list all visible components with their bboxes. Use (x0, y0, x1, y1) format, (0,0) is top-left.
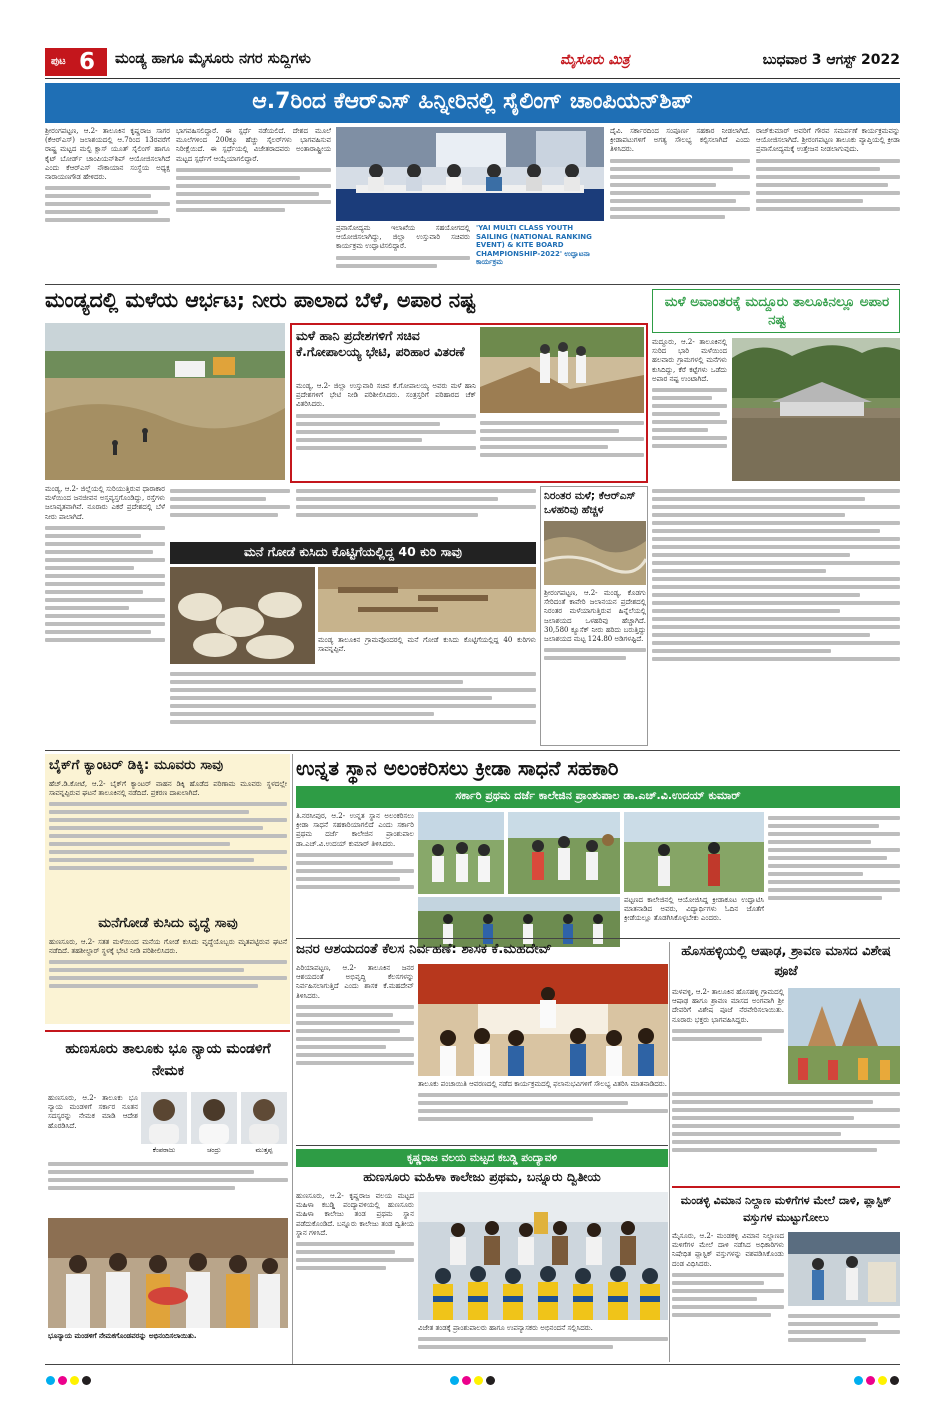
goats-body: ಮಂಡ್ಯ ತಾಲೂಕಿನ ಗ್ರಾಮವೊಂದರಲ್ಲಿ ಮನೆ ಗೋಡೆ ಕುಸಿದು ಕೊಟ್ಟಿಗೆಯಲ್ಲಿದ್ದ 40 ಕುರಿಗಳು ಸಾವನ್ನಪ್ಪಿವೆ. (318, 636, 536, 654)
sports-subhead-band (296, 786, 900, 808)
bike-accident-headline: ಬೈಕ್‌ಗೆ ಕ್ಯಾಂಟರ್ ಡಿಕ್ಕಿ: ಮೂವರು ಸಾವು (49, 757, 224, 773)
land-tribunal-headline: ಹುಣಸೂರು ತಾಲೂಕು ಭೂ ನ್ಯಾಯ ಮಂಡಳಿಗೆ ನೇಮಕ (65, 1041, 271, 1079)
lead-col-5-text: ರಾಜ್‌ಕುಮಾರ್ ಅವರಿಗೆ ಗೌರವ ಸಮರ್ಪಣೆ ಕಾರ್ಯಕ್ರಮವನ್ನು ಆಯೋಜಿಸಲಾಗಿದೆ. ಶ್ರೀರಂಗಪಟ್ಟಣ ತಾಲೂಕು ವ್ಯಾಪ್ತಿಯಲ್ಲಿ ಕ್ರೀಡಾ ಪ್ರವಾಸೋದ್ಯಮಕ್ಕೆ ಉತ್ತೇಜನ ನೀಡಲಾಗುವುದು. (756, 127, 900, 154)
registration-mark-cyan-right (854, 1376, 863, 1385)
page-number-box (45, 48, 107, 76)
member-portrait-3 (241, 1092, 287, 1144)
lead-col-1-text: ಶ್ರೀರಂಗಪಟ್ಟಣ, ಆ.2- ತಾಲೂಕಿನ ಕೃಷ್ಣರಾಜ ಸಾಗರ (ಕೆಆರ್‌ಎಸ್) ಜಲಾಶಯದಲ್ಲಿ ಆ.7ರಿಂದ 13ರವರೆಗೆ ರಾಷ್ಟ್ರ ಮಟ್ಟದ ಮಲ್ಟಿ ಕ್ಲಾಸ್ ಯೂತ್ ಸೈಲಿಂಗ್ ಹಾಗೂ ಕೈಟ್ ಬೋರ್ಡ್ ಚಾಂಪಿಯನ್‌ಶಿಪ್ ಆಯೋಜಿಸಲಾಗಿದೆ ಎಂದು ಕೆಆರ್‌ಎಸ್ ನೌಕಾಯಾನ ಸಂಸ್ಥೆಯ ಅಧ್ಯಕ್ಷ ನಾರಾಯಣಗೌಡ ಹೇಳಿದರು. (45, 127, 170, 182)
bike-accident-text (49, 780, 287, 910)
minister-visit-photo (480, 327, 644, 413)
pooja-photo (788, 988, 900, 1084)
lead-col-3-text: ಪ್ರವಾಸೋದ್ಯಮ ಇಲಾಖೆಯ ಸಹಯೋಗದಲ್ಲಿ ಆಯೋಜಿಸಲಾಗಿದ್ದು, ಜಿಲ್ಲಾ ಉಸ್ತುವಾರಿ ಸಚಿವರು ಕಾರ್ಯಕ್ರಮ ಉದ್ಘಾಟಿಸಲಿದ್ದಾರೆ. (336, 224, 470, 251)
lead-col-5 (756, 127, 900, 282)
wall-collapse-text (49, 938, 287, 1022)
page-label: ಪುಟ (51, 56, 66, 67)
registration-mark-black-mid (486, 1376, 495, 1385)
flooded-road-illustration (45, 323, 285, 480)
pooja-text-2 (672, 1088, 900, 1180)
minister-visit-text-2 (480, 417, 644, 481)
kabaddi-kicker: ಕೃಷ್ಣರಾಜ ವಲಯ ಮಟ್ಟದ ಕಬಡ್ಡಿ ಪಂದ್ಯಾವಳಿ (406, 1152, 558, 1164)
ball-throw-illustration (624, 812, 764, 892)
mla-bottom-rule (296, 1145, 668, 1146)
registration-mark-magenta-mid (462, 1376, 471, 1385)
sports-photo-3 (418, 897, 620, 947)
felicitation-caption: ಭೂನ್ಯಾಯ ಮಂಡಳಿಗೆ ನೇಮಕಗೊಂಡವರನ್ನು ಅಭಿನಂದಿಸಲಾಯಿತು. (48, 1332, 197, 1340)
portrait-icon (241, 1092, 287, 1144)
portrait-icon (191, 1092, 237, 1144)
maddur-photo (732, 338, 900, 481)
pooja-text (672, 988, 784, 1084)
maddur-body: ಮದ್ದೂರು, ಆ.2- ತಾಲೂಕಿನಲ್ಲಿ ಸುರಿದ ಭಾರಿ ಮಳೆಯಿಂದ ಹಲವಾರು ಗ್ರಾಮಗಳಲ್ಲಿ ಮನೆಗಳು ಕುಸಿದಿದ್ದು, ಕೆರೆ ಕಟ್ಟೆಗಳು ಒಡೆದು ಅಪಾರ ನಷ್ಟ ಉಂಟಾಗಿದೆ. (652, 338, 727, 383)
sports-body-2: ಪಟ್ಟಣದ ಕಾಲೇಜಿನಲ್ಲಿ ಆಯೋಜಿಸಿದ್ದ ಕ್ರೀಡಾಕೂಟ ಉದ್ಘಾಟಿಸಿ ಮಾತನಾಡಿದ ಅವರು, ವಿದ್ಯಾರ್ಥಿಗಳು ಓದಿನ ಜೊತೆಗೆ ಕ್ರೀಡೆಯಲ್ಲೂ ತೊಡಗಿಸಿಕೊಳ್ಳಬೇಕು ಎಂದರು. (624, 896, 764, 923)
pooja-left-rule (669, 942, 670, 1362)
minister-visit-box (290, 323, 648, 483)
bike-accident-body: ಹೆಚ್.ಡಿ.ಕೋಟೆ, ಆ.2- ಬೈಕ್‌ಗೆ ಕ್ಯಾಂಟರ್ ವಾಹನ ಡಿಕ್ಕಿ ಹೊಡೆದ ಪರಿಣಾಮ ಮೂವರು ಸ್ಥಳದಲ್ಲೇ ಸಾವನ್ನಪ್ಪಿರುವ ಘಟನೆ ತಾಲೂಕಿನಲ್ಲಿ ನಡೆದಿದೆ. ಪ್ರಕರಣ ದಾಖಲಾಗಿದೆ. (49, 780, 287, 798)
kabaddi-text-1 (296, 1192, 414, 1360)
collapsed-house-illustration (480, 327, 644, 413)
kabaddi-body-2: ವಿಜೇತ ತಂಡಕ್ಕೆ ಪ್ರಾಂಶುಪಾಲರು ಹಾಗೂ ಉಪನ್ಯಾಸಕರು ಅಭಿನಂದನೆ ಸಲ್ಲಿಸಿದರು. (418, 1324, 593, 1332)
kabaddi-team-illustration (418, 1192, 668, 1320)
felicitation-photo (48, 1218, 288, 1328)
river-flow-illustration (544, 521, 646, 585)
pooja-box (672, 942, 900, 1182)
maddur-headline: ಮಳೆ ಅವಾಂತರಕ್ಕೆ ಮದ್ದೂರು ತಾಲೂಕಿನಲ್ಲೂ ಅಪಾರ ನಷ್ಟ (664, 294, 890, 328)
krs-body: ಶ್ರೀರಂಗಪಟ್ಟಣ, ಆ.2- ಮಂಡ್ಯ, ಕೊಡಗು ಸೇರಿದಂತೆ ಕಾವೇರಿ ಜಲಾನಯನ ಪ್ರದೇಶದಲ್ಲಿ ನಿರಂತರ ಮಳೆಯಾಗುತ್ತಿರುವ ಹಿನ್ನೆಲೆಯಲ್ಲಿ ಜಲಾಶಯದ ಒಳಹರಿವು ಹೆಚ್ಚಾಗಿದೆ. 30,580 ಕ್ಯೂಸೆಕ್ ನೀರು ಹರಿದು ಬರುತ್ತಿದ್ದು ಜಲಾಶಯದ ಮಟ್ಟ 124.80 ಅಡಿಗಳಷ್ಟಿದೆ. (544, 589, 646, 644)
land-tribunal-body: ಹುಣಸೂರು, ಆ.2- ತಾಲೂಕು ಭೂ ನ್ಯಾಯ ಮಂಡಳಿಗೆ ಸರ್ಕಾರ ನೂತನ ಸದಸ್ಯರನ್ನು ನೇಮಕ ಮಾಡಿ ಆದೇಶ ಹೊರಡಿಸಿದೆ. (48, 1094, 138, 1130)
registration-mark-cyan-mid (450, 1376, 459, 1385)
sports-subhead: ಸರ್ಕಾರಿ ಪ್ರಥಮ ದರ್ಜೆ ಕಾಲೇಜಿನ ಪ್ರಾಂಶುಪಾಲ ಡಾ.ಎಚ್.ವಿ.ಉದಯ್ ಕುಮಾರ್ (455, 789, 741, 802)
sports-body: ತಿ.ನರಸೀಪುರ, ಆ.2- ಉನ್ನತ ಸ್ಥಾನ ಅಲಂಕರಿಸಲು ಕ್ರೀಡಾ ಸಾಧನೆ ಸಹಕಾರಿಯಾಗಲಿದೆ ಎಂದು ಸರ್ಕಾರಿ ಪ್ರಥಮ ದರ್ಜೆ ಕಾಲೇಜಿನ ಪ್ರಾಂಶುಪಾಲ ಡಾ.ಎಚ್.ವಿ.ಉದಯ್ ಕುಮಾರ್ ತಿಳಿಸಿದರು. (296, 812, 414, 848)
registration-mark-yellow (70, 1376, 79, 1385)
shop-raid-illustration (788, 1232, 900, 1306)
track-event-illustration (418, 897, 620, 947)
goats-text-2 (170, 668, 536, 748)
sports-bottom-rule (296, 938, 900, 939)
lead-headline: ಆ.7ರಿಂದ ಕೆಆರ್‌ಎಸ್ ಹಿನ್ನೀರಿನಲ್ಲಿ ಸೈಲಿಂಗ್ ಚಾಂಪಿಯನ್‌ಶಿಪ್ (252, 89, 693, 114)
rain-flood-photo (45, 323, 285, 480)
sports-headline: ಉನ್ನತ ಸ್ಥಾನ ಅಲಂಕರಿಸಲು ಕ್ರೀಡಾ ಸಾಧನೆ ಸಹಕಾರಿ (296, 756, 619, 780)
temple-illustration (788, 988, 900, 1084)
kabaddi-headline: ಹುಣಸೂರು ಮಹಿಳಾ ಕಾಲೇಜು ಪ್ರಥಮ, ಬನ್ನೂರು ದ್ವಿತೀಯ (363, 1169, 601, 1184)
masthead-rule (45, 78, 900, 79)
plastic-text (672, 1232, 784, 1362)
lead-photo-caption: 'YAI MULTI CLASS YOUTH SAILING (NATIONAL RANKING EVENT) & KITE BOARD CHAMPIONSHIP-2022' ಉದ್ಘಾಟನಾ ಕಾರ್ಯಕ್ರಮ (476, 224, 592, 267)
sports-text-3 (768, 812, 900, 936)
krs-box (540, 486, 648, 746)
collapsed-shed-illustration (318, 567, 536, 632)
registration-mark-magenta (58, 1376, 67, 1385)
section-title: ಮಂಡ್ಯ ಹಾಗೂ ಮೈಸೂರು ನಗರ ಸುದ್ದಿಗಳು (115, 51, 311, 67)
mla-body-2: ತಾಲೂಕು ಪಂಚಾಯಿತಿ ಆವರಣದಲ್ಲಿ ನಡೆದ ಕಾರ್ಯಕ್ರಮದಲ್ಲಿ ಫಲಾನುಭವಿಗಳಿಗೆ ಸೌಲಭ್ಯ ವಿತರಿಸಿ ಮಾತನಾಡಿದರು. (418, 1080, 667, 1088)
goats-headline: ಮನೆ ಗೋಡೆ ಕುಸಿದು ಕೊಟ್ಟಿಗೆಯಲ್ಲಿದ್ದ 40 ಕುರಿ ಸಾವು (244, 544, 462, 559)
registration-mark-black-right (890, 1376, 899, 1385)
maddur-headline-box (652, 289, 900, 333)
pooja-headline: ಹೊಸಹಳ್ಳಿಯಲ್ಲಿ ಆಷಾಢ, ಶ್ರಾವಣ ಮಾಸದ ವಿಶೇಷ ಪೂಜೆ (681, 944, 891, 979)
page-bottom-rule (45, 1364, 900, 1365)
land-tribunal-text (48, 1094, 138, 1156)
wall-collapse-body: ಹುಣಸೂರು, ಆ.2- ಸತತ ಮಳೆಯಿಂದ ಮನೆಯ ಗೋಡೆ ಕುಸಿದು ವೃದ್ಧೆಯೊಬ್ಬರು ಮೃತಪಟ್ಟಿರುವ ಘಟನೆ ನಡೆದಿದೆ. ತಹಶೀಲ್ದಾರ್ ಸ್ಥಳಕ್ಕೆ ಭೇಟಿ ನೀಡಿ ಪರಿಶೀಲಿಸಿದರು. (49, 938, 287, 956)
lead-col-4 (610, 127, 750, 282)
pooja-body: ಮಳವಳ್ಳಿ, ಆ.2- ತಾಲೂಕಿನ ಹೊಸಹಳ್ಳಿ ಗ್ರಾಮದಲ್ಲಿ ಆಷಾಢ ಹಾಗೂ ಶ್ರಾವಣ ಮಾಸದ ಅಂಗವಾಗಿ ಶ್ರೀ ದೇವರಿಗೆ ವಿಶೇಷ ಪೂಜೆ ನೆರವೇರಿಸಲಾಯಿತು. ನೂರಾರು ಭಕ್ತರು ಭಾಗವಹಿಸಿದ್ದರು. (672, 988, 784, 1024)
lead-col-4-text: ದೈವಿ. ಸರ್ಕಾರದಿಂದ ಸಂಪೂರ್ಣ ಸಹಕಾರ ನೀಡಲಾಗಿದೆ. ಕ್ರೀಡಾಪಟುಗಳಿಗೆ ಅಗತ್ಯ ಸೌಲಭ್ಯ ಕಲ್ಪಿಸಲಾಗಿದೆ ಎಂದು ತಿಳಿಸಿದರು. (610, 127, 750, 154)
kabaddi-team-photo (418, 1192, 668, 1320)
conference-stage-illustration (336, 127, 604, 221)
shotput-illustration (508, 812, 620, 894)
member-portrait-2 (191, 1092, 237, 1144)
lead-photo (336, 127, 604, 221)
lead-bottom-rule (45, 284, 900, 285)
sports-text-2 (624, 896, 764, 936)
lead-headline-band (45, 83, 900, 123)
mla-headline: ಜನರ ಆಶಯದಂತೆ ಕೆಲಸ ನಿರ್ವಹಣೆ: ಶಾಸಕ ಕೆ.ಮಹದೇವ್ (296, 941, 552, 957)
sports-text-1 (296, 812, 414, 934)
rain-headline: ಮಂಡ್ಯದಲ್ಲಿ ಮಳೆಯ ಆರ್ಭಟ; ನೀರು ಪಾಲಾದ ಬೆಳೆ, ಅಪಾರ ನಷ್ಟ (45, 288, 476, 312)
goats-text (318, 636, 536, 666)
registration-mark-cyan (46, 1376, 55, 1385)
registration-mark-yellow-right (878, 1376, 887, 1385)
plastic-text-2 (788, 1310, 900, 1362)
rain-main-text-1 (45, 485, 165, 750)
sports-photo-2 (508, 812, 620, 894)
krs-headline: ನಿರಂತರ ಮಳೆ; ಕೆಆರ್‌ಎಸ್ ಒಳಹರಿವು ಹೆಚ್ಚಳ (544, 490, 636, 516)
member-name-2: ಚಂದ್ರು (207, 1146, 221, 1154)
kabaddi-text-2 (418, 1324, 668, 1362)
page-number: 6 (79, 49, 96, 75)
lead-col-1 (45, 127, 170, 282)
submerged-house-illustration (732, 338, 900, 481)
wall-collapse-headline: ಮನೆಗೋಡೆ ಕುಸಿದು ವೃದ್ಧೆ ಸಾವು (98, 915, 238, 931)
mla-text-1 (296, 964, 414, 1142)
minister-visit-headline: ಮಳೆ ಹಾನಿ ಪ್ರದೇಶಗಳಿಗೆ ಸಚಿವ ಕೆ.ಗೋಪಾಲಯ್ಯ ಭೇಟಿ, ಪರಿಹಾರ ವಿತರಣೆ (296, 328, 465, 359)
registration-mark-black (82, 1376, 91, 1385)
masthead (45, 48, 900, 78)
land-tribunal-text-2 (48, 1158, 288, 1214)
sports-photo-4 (624, 812, 764, 892)
lead-col-2 (176, 127, 331, 282)
goats-headline-band (170, 542, 536, 564)
member-portrait-1 (141, 1092, 187, 1144)
plastic-body: ಮೈಸೂರು, ಆ.2- ಮಂಡಕಳ್ಳಿ ವಿಮಾನ ನಿಲ್ದಾಣದ ಮಳಿಗೆಗಳ ಮೇಲೆ ದಾಳಿ ನಡೆಸಿದ ಅಧಿಕಾರಿಗಳು ನಿಷೇಧಿತ ಪ್ಲಾಸ್ಟಿಕ್ ವಸ್ತುಗಳನ್ನು ವಶಪಡಿಸಿಕೊಂಡು ದಂಡ ವಿಧಿಸಿದರು. (672, 1232, 784, 1268)
plastic-headline: ಮಂಡಳ್ಳಿ ವಿಮಾನ ನಿಲ್ದಾಣ ಮಳಿಗೆಗಳ ಮೇಲೆ ದಾಳಿ, ಪ್ಲಾಸ್ಟಿಕ್ ವಸ್ತುಗಳ ಮುಟ್ಟುಗೋಲು (680, 1194, 892, 1224)
goats-photo-2 (318, 567, 536, 632)
registration-mark-yellow-mid (474, 1376, 483, 1385)
kabaddi-body: ಹುಣಸೂರು, ಆ.2- ಕೃಷ್ಣರಾಜ ವಲಯ ಮಟ್ಟದ ಮಹಿಳಾ ಕಬಡ್ಡಿ ಪಂದ್ಯಾವಳಿಯಲ್ಲಿ ಹುಣಸೂರು ಮಹಿಳಾ ಕಾಲೇಜು ತಂಡ ಪ್ರಥಮ ಸ್ಥಾನ ಪಡೆದುಕೊಂಡಿದೆ. ಬನ್ನೂರು ಕಾಲೇಜು ತಂಡ ದ್ವಿತೀಯ ಸ್ಥಾನ ಗಳಿಸಿದೆ. (296, 1192, 414, 1237)
issue-date: ಬುಧವಾರ 3 ಆಗಸ್ಟ್ 2022 (762, 52, 900, 68)
land-tribunal-box (45, 1030, 290, 1362)
portrait-icon (141, 1092, 187, 1144)
goats-photo (170, 567, 315, 664)
left-column-rule (292, 754, 293, 1364)
plastic-box (672, 1186, 900, 1362)
rain-main-text-3 (296, 485, 536, 540)
mla-text-2 (418, 1080, 668, 1142)
kabaddi-kicker-band (296, 1149, 668, 1167)
member-name-3: ಮುತ್ತಪ್ಪ (255, 1146, 273, 1154)
rain-bottom-rule (45, 750, 900, 751)
lead-col-3 (336, 224, 470, 282)
krs-text (544, 589, 646, 743)
rain-body: ಮಂಡ್ಯ, ಆ.2- ಜಿಲ್ಲೆಯಲ್ಲಿ ಸುರಿಯುತ್ತಿರುವ ಧಾರಾಕಾರ ಮಳೆಯಿಂದ ಜನಜೀವನ ಅಸ್ತವ್ಯಸ್ತಗೊಂಡಿದ್ದು, ರಸ್ತೆಗಳು ಜಲಾವೃತವಾಗಿವೆ. ನೂರಾರು ಎಕರೆ ಪ್ರದೇಶದಲ್ಲಿ ಬೆಳೆ ನೀರು ಪಾಲಾಗಿದೆ. (45, 485, 165, 521)
mla-body: ಪಿರಿಯಾಪಟ್ಟಣ, ಆ.2- ತಾಲೂಕಿನ ಜನರ ಆಶಯದಂತೆ ಅಭಿವೃದ್ಧಿ ಕೆಲಸಗಳನ್ನು ನಿರ್ವಹಿಸಲಾಗುತ್ತಿದೆ ಎಂದು ಶಾಸಕ ಕೆ.ಮಹದೇವ್ ತಿಳಿಸಿದರು. (296, 964, 414, 1000)
stage-speech-illustration (418, 964, 668, 1076)
sports-photo-1 (418, 812, 504, 894)
minister-visit-body: ಮಂಡ್ಯ, ಆ.2- ಜಿಲ್ಲಾ ಉಸ್ತುವಾರಿ ಸಚಿವ ಕೆ.ಗೋಪಾಲಯ್ಯ ಅವರು ಮಳೆ ಹಾನಿ ಪ್ರದೇಶಗಳಿಗೆ ಭೇಟಿ ನೀಡಿ ಪರಿಶೀಲಿಸಿದರು. ಸಂತ್ರಸ್ತರಿಗೆ ಪರಿಹಾರದ ಚೆಕ್ ವಿತರಿಸಿದರು. (296, 382, 476, 409)
lead-col-2-text: ಭಾಗವಹಿಸಲಿದ್ದಾರೆ. ಈ ಸ್ಪರ್ಧೆ ನಡೆಯಲಿದೆ. ದೇಶದ ಮೂಲೆ ಮೂಲೆಗಳಿಂದ 200ಕ್ಕೂ ಹೆಚ್ಚು ಸೈಲರ್‌ಗಳು ಭಾಗವಹಿಸುವ ನಿರೀಕ್ಷೆಯಿದೆ. ಈ ಸ್ಪರ್ಧೆಯಲ್ಲಿ ವಿಜೇತರಾದವರು ಅಂತಾರಾಷ್ಟ್ರೀಯ ಮಟ್ಟದ ಸ್ಪರ್ಧೆಗೆ ಆಯ್ಕೆಯಾಗಲಿದ್ದಾರೆ. (176, 127, 331, 163)
plastic-photo (788, 1232, 900, 1306)
rain-main-text-2 (170, 485, 290, 540)
athletes-illustration (418, 812, 504, 894)
minister-visit-text (296, 382, 476, 480)
mla-photo (418, 964, 668, 1076)
dead-sheep-illustration (170, 567, 315, 664)
maddur-text-2 (652, 485, 900, 747)
felicitation-group-illustration (48, 1218, 288, 1328)
paper-name: ಮೈಸೂರು ಮಿತ್ರ (560, 52, 630, 68)
krs-photo (544, 521, 646, 585)
bike-accident-box (45, 754, 290, 1024)
registration-mark-magenta-right (866, 1376, 875, 1385)
member-name-1: ಕೆಂಪರಾಜು (152, 1146, 176, 1154)
